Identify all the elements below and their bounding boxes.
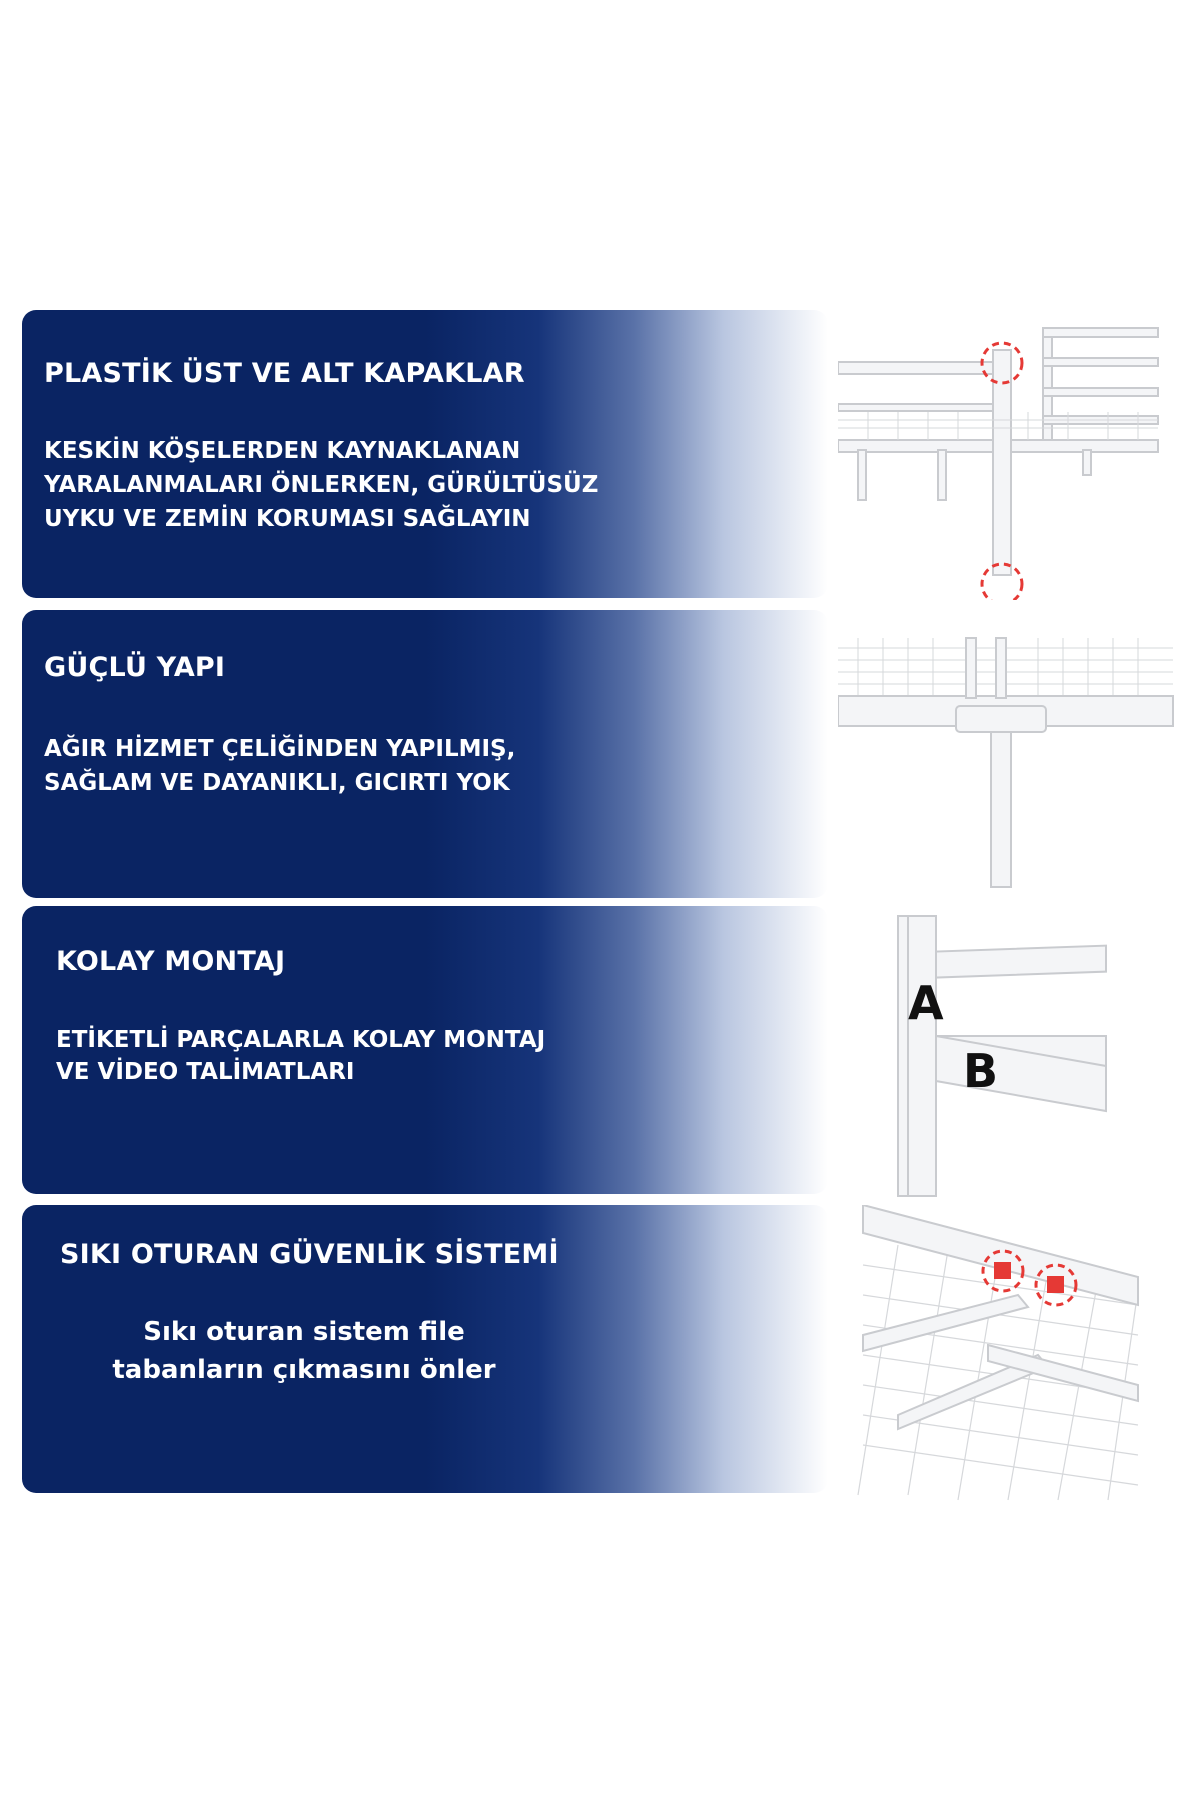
part-label-b: B: [963, 1044, 999, 1098]
bed-frame-corner-caps-image: [838, 300, 1178, 600]
bed-frame-steel-joint-image: [838, 618, 1178, 918]
feature-title: SIKI OTURAN GÜVENLİK SİSTEMİ: [60, 1239, 559, 1270]
feature-description: ETİKETLİ PARÇALARLA KOLAY MONTAJ VE VİDEO TALİMATLARI: [56, 1027, 546, 1085]
part-label-a: A: [908, 976, 944, 1030]
mesh-base-lock-image: [838, 1205, 1178, 1505]
labeled-parts-assembly-image: [838, 906, 1178, 1206]
feature-panel-safety-system: [22, 1205, 828, 1493]
feature-title: PLASTİK ÜST VE ALT KAPAKLAR: [44, 358, 525, 389]
feature-panel-caps: [22, 310, 828, 598]
feature-title: KOLAY MONTAJ: [56, 946, 286, 977]
feature-description: AĞIR HİZMET ÇELİĞİNDEN YAPILMIŞ, SAĞLAM VE DAYANIKLI, GICIRTI YOK: [44, 736, 516, 796]
feature-title: GÜÇLÜ YAPI: [44, 652, 226, 683]
feature-description: KESKİN KÖŞELERDEN KAYNAKLANAN YARALANMALARI ÖNLERKEN, GÜRÜLTÜSÜZ UYKU VE ZEMİN KORUMASI SAĞLAYIN: [44, 438, 599, 532]
feature-panel-easy-assembly: [22, 906, 828, 1194]
feature-panel-strong-structure: [22, 610, 828, 898]
feature-description: Sıkı oturan sistem file tabanların çıkmasını önler: [112, 1317, 496, 1385]
